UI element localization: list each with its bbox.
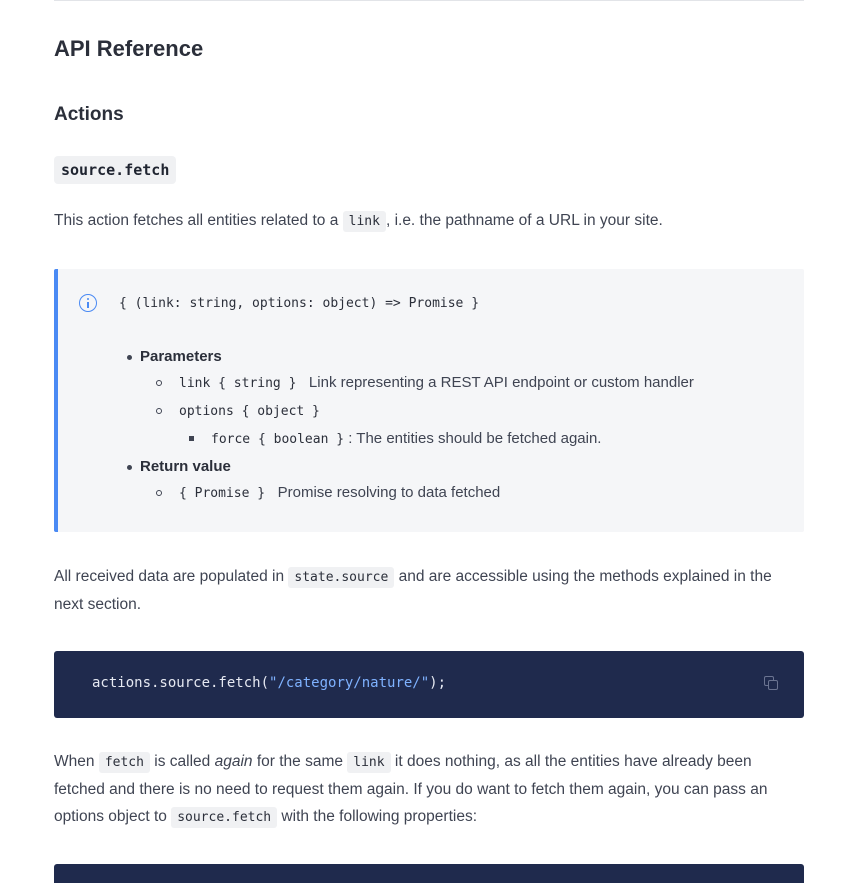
- when-text-3: for the same: [252, 753, 348, 770]
- populated-text-2: and are accessible using the methods explained in the next section.: [54, 568, 772, 613]
- return-code: { Promise }: [179, 486, 266, 501]
- inline-code-link: link: [347, 752, 390, 773]
- option-code: force { boolean }: [211, 432, 345, 447]
- return-label: Return value: [140, 458, 231, 475]
- parameters-label: Parameters: [140, 348, 222, 365]
- when-text-5: with the following properties:: [277, 808, 478, 825]
- option-desc: : The entities should be fetched again.: [348, 430, 602, 447]
- page-title: API Reference: [54, 36, 204, 61]
- signature: { (link: string, options: object) => Promise }: [119, 296, 480, 311]
- code-string: "/category/nature/": [269, 675, 430, 691]
- code-prefix: actions.source.fetch(: [92, 675, 270, 691]
- when-text-4: it does nothing, as all the entities have already been fetched and there is no need to request them again. If you do want to fetch them again, you can pass an options object to: [54, 753, 768, 825]
- bullet-icon: [127, 355, 132, 360]
- inline-code-link: link: [343, 211, 386, 232]
- return-desc: Promise resolving to data fetched: [277, 484, 501, 501]
- method-heading: source.fetch: [54, 156, 176, 184]
- option-prop-item: [211, 430, 601, 447]
- inline-code-fetch: fetch: [99, 752, 150, 773]
- code-block: [54, 864, 804, 883]
- code-line: [92, 675, 446, 691]
- when-text-1: When: [54, 753, 99, 770]
- copy-icon[interactable]: [764, 676, 780, 692]
- intro-text-1: This action fetches all entities related to a: [54, 212, 343, 229]
- param-item: [179, 374, 694, 391]
- bullet-icon: [189, 436, 194, 441]
- when-emphasis: again: [214, 753, 253, 770]
- populated-text-1: All received data are populated in: [54, 568, 289, 585]
- bullet-icon: [156, 490, 162, 496]
- inline-code-state-source: state.source: [288, 567, 394, 588]
- intro-text-2: , i.e. the pathname of a URL in your site.: [385, 212, 663, 229]
- top-divider: [54, 0, 804, 1]
- param-code: options { object }: [179, 404, 320, 419]
- bullet-icon: [127, 465, 132, 470]
- info-icon: [79, 294, 97, 312]
- param-item: [179, 402, 320, 419]
- code-block: [54, 651, 804, 718]
- param-desc: Link representing a REST API endpoint or custom handler: [308, 374, 694, 391]
- inline-code-source-fetch: source.fetch: [171, 807, 277, 828]
- populated-paragraph: [54, 563, 804, 618]
- info-box: [54, 269, 804, 532]
- section-title: Actions: [54, 104, 124, 125]
- bullet-icon: [156, 408, 162, 414]
- param-code: link { string }: [179, 376, 297, 391]
- when-paragraph: [54, 748, 804, 831]
- bullet-icon: [156, 380, 162, 386]
- when-text-2: is called: [149, 753, 215, 770]
- code-suffix: );: [429, 675, 447, 691]
- intro-paragraph: [54, 207, 804, 235]
- return-item: [179, 484, 500, 501]
